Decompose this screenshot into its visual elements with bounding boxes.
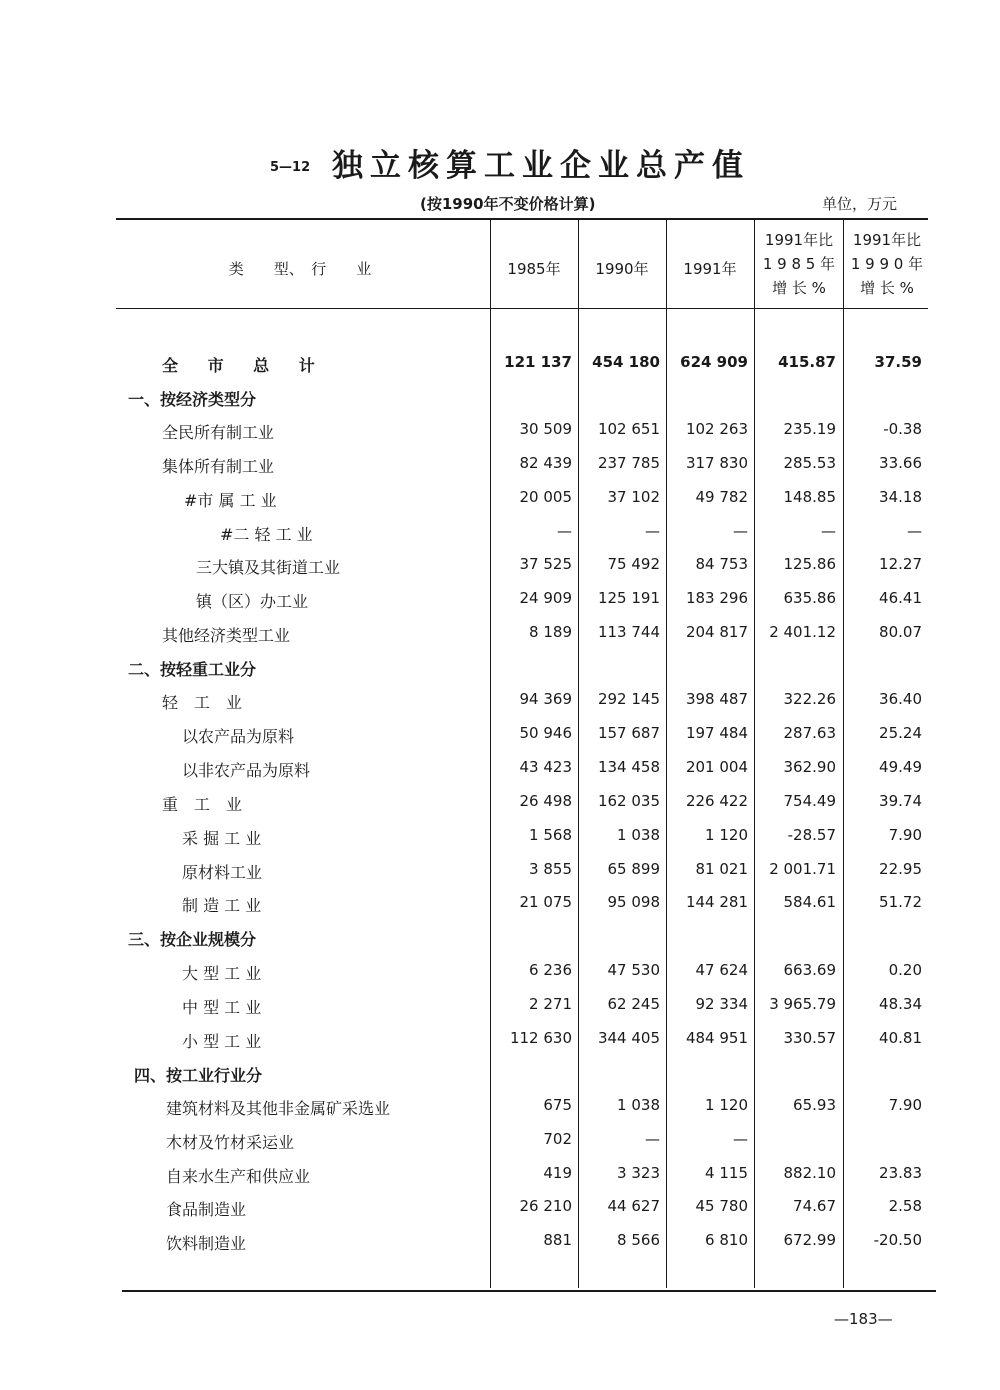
table-row: 小 型 工 业 112 630 344 405 484 951 330.57 40.81 — [182, 1029, 922, 1051]
table-row: 其他经济类型工业 8 189 113 744 204 817 2 401.12 80.07 — [162, 623, 922, 645]
table-row: 采 掘 工 业 1 568 1 038 1 120 -28.57 7.90 — [182, 826, 922, 848]
page-number: —183— — [834, 1310, 893, 1328]
header-category: 类 型、 行 业 — [228, 260, 372, 278]
title-block — [0, 140, 1000, 190]
table-row: 全民所有制工业 30 509 102 651 102 263 235.19 -0.38 — [162, 420, 922, 442]
subtitle: (按1990年不变价格计算) — [420, 195, 596, 213]
table-row: 自来水生产和供应业 419 3 323 4 115 882.10 23.83 — [166, 1164, 922, 1186]
table-number: 5—12 — [270, 160, 311, 175]
table-row: 制 造 工 业 21 075 95 098 144 281 584.61 51.72 — [182, 893, 922, 915]
table-row: 轻 工 业 94 369 292 145 398 487 322.26 36.40 — [162, 690, 922, 712]
table-row: 集体所有制工业 82 439 237 785 317 830 285.53 33.66 — [162, 454, 922, 476]
section-heading: 二、按轻重工业分 — [128, 660, 257, 679]
header-1985: 1985年 — [507, 260, 561, 278]
table-bottom-rule — [122, 1290, 936, 1292]
section-heading: 四、按工业行业分 — [134, 1066, 263, 1085]
header-bottom-rule — [116, 308, 928, 309]
table-row: #二 轻 工 业 — — — — — — [220, 522, 922, 544]
table-row: 中 型 工 业 2 271 62 245 92 334 3 965.79 48.34 — [182, 995, 922, 1017]
table-row: 木材及竹材采运业 702 — — — [166, 1130, 748, 1152]
table-row: 三大镇及其街道工业 37 525 75 492 84 753 125.86 12.27 — [196, 555, 922, 577]
table-row: 重 工 业 26 498 162 035 226 422 754.49 39.74 — [162, 792, 922, 814]
table-row: 大 型 工 业 6 236 47 530 47 624 663.69 0.20 — [182, 961, 922, 983]
table-row: 全 市 总 计 121 137 454 180 624 909 415.87 37.59 — [162, 353, 922, 375]
table-row: 食品制造业 26 210 44 627 45 780 74.67 2.58 — [166, 1197, 922, 1219]
table-row: 镇（区）办工业 24 909 125 191 183 296 635.86 46.41 — [196, 589, 922, 611]
header-1991: 1991年 — [683, 260, 737, 278]
table-row: 建筑材料及其他非金属矿采选业 675 1 038 1 120 65.93 7.90 — [166, 1096, 922, 1118]
section-heading: 三、按企业规模分 — [128, 930, 257, 949]
table-row: 饮料制造业 881 8 566 6 810 672.99 -20.50 — [166, 1231, 922, 1253]
table-row: 原材料工业 3 855 65 899 81 021 2 001.71 22.95 — [182, 860, 922, 882]
unit-label: 单位，万元 — [822, 195, 898, 213]
header-1990: 1990年 — [595, 260, 649, 278]
header-growth-vs-1990: 1991年比 1 9 9 0 年 增 长 % — [850, 231, 924, 297]
section-heading: 一、按经济类型分 — [128, 390, 257, 409]
table-row: 以农产品为原料 50 946 157 687 197 484 287.63 25.24 — [182, 724, 922, 746]
header-growth-vs-1985: 1991年比 1 9 8 5 年 增 长 % — [762, 231, 836, 297]
table-row: 以非农产品为原料 43 423 134 458 201 004 362.90 49.49 — [182, 758, 922, 780]
table-top-rule — [116, 218, 928, 220]
page-title: 独立核算工业企业总产值 — [332, 148, 750, 184]
table-row: #市 属 工 业 20 005 37 102 49 782 148.85 34.18 — [184, 488, 922, 510]
